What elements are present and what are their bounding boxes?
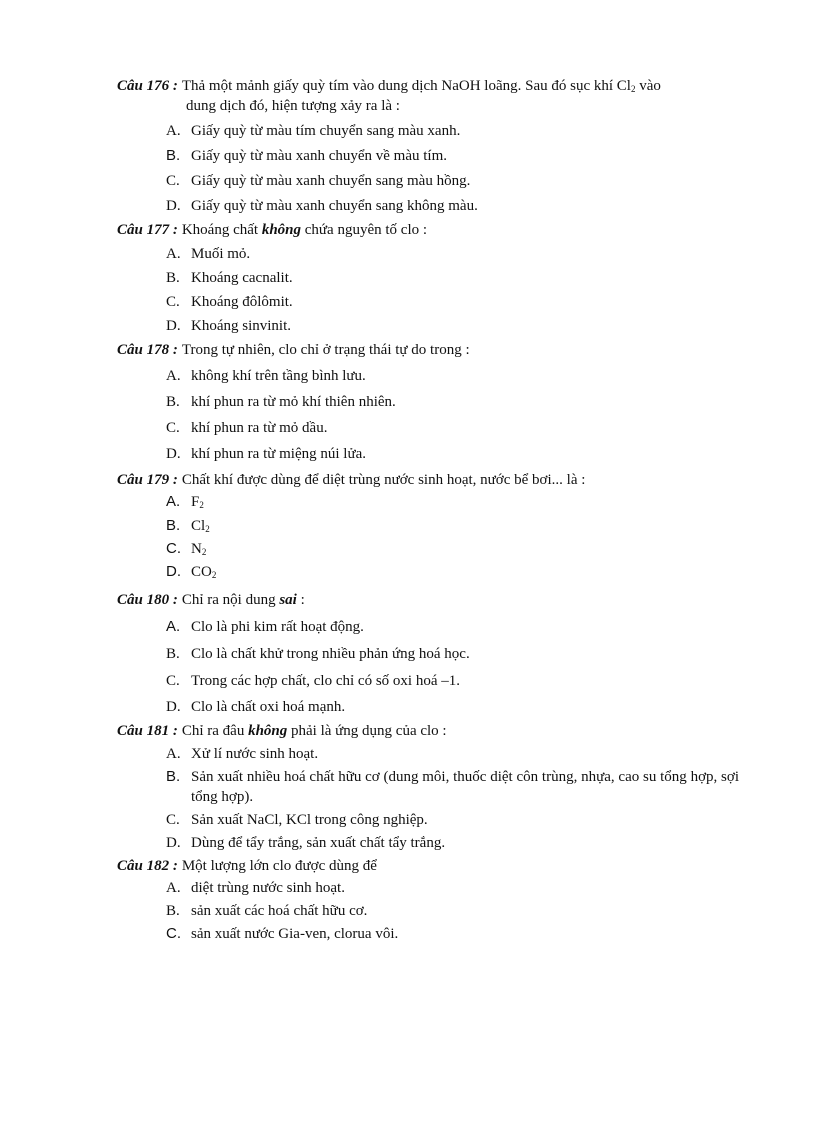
- question-181: [117, 721, 739, 856]
- option-d: D. Clo là chất oxi hoá mạnh.: [166, 699, 346, 715]
- question-text: Thả một mảnh giấy quỳ tím vào dung dịch NaOH loãng. Sau đó sục khí $Cl_2$ vào: [181, 78, 661, 94]
- option-b: B. sản xuất các hoá chất hữu cơ.: [166, 903, 368, 919]
- option-a: A. Clo là phi kim rất hoạt động.: [166, 618, 364, 635]
- option-d: D. Khoáng sinvinit.: [166, 318, 291, 334]
- question-179: [117, 470, 739, 590]
- option-a: A. $F_2$: [166, 493, 204, 510]
- question-text: Khoáng chất không chứa nguyên tố clo :: [181, 222, 428, 238]
- question-text: Trong tự nhiên, clo chỉ ở trạng thái tự do trong :: [181, 342, 470, 358]
- question-stem: [117, 76, 739, 96]
- option-b: B. Sản xuất nhiều hoá chất hữu cơ (dung môi, thuốc diệt côn trùng, nhựa, cao su tổng hợp, sợi tổng hợp).: [166, 768, 739, 805]
- option-c: C. Khoáng đôlômit.: [166, 294, 293, 310]
- question-text: Chỉ ra nội dung sai :: [181, 592, 305, 608]
- question-180: [117, 590, 739, 721]
- question-text-continued: dung dịch đó, hiện tượng xảy ra là :: [186, 98, 400, 114]
- question-number: Câu 181 :: [117, 723, 178, 739]
- option-d: D. Giấy quỳ từ màu xanh chuyển sang không màu.: [166, 198, 478, 214]
- option-a: A. Xử lí nước sinh hoạt.: [166, 746, 319, 762]
- question-stem: [117, 340, 739, 366]
- question-178: [117, 340, 739, 470]
- option-a: A. không khí trên tầng bình lưu.: [166, 368, 366, 384]
- question-stem: [117, 220, 739, 244]
- question-number: Câu 180 :: [117, 592, 178, 608]
- option-a: A. diệt trùng nước sinh hoạt.: [166, 880, 345, 896]
- option-c: C. sản xuất nước Gia-ven, clorua vôi.: [166, 925, 399, 942]
- question-page: [117, 76, 739, 947]
- question-stem: [117, 721, 739, 744]
- option-b: B. Clo là chất khử trong nhiều phản ứng hoá học.: [166, 646, 470, 662]
- question-number: Câu 176 :: [117, 78, 178, 94]
- option-c: C. khí phun ra từ mỏ dầu.: [166, 420, 328, 436]
- option-a: A. Giấy quỳ từ màu tím chuyển sang màu xanh.: [166, 123, 461, 139]
- question-stem: [117, 856, 739, 878]
- question-176: [117, 76, 739, 220]
- option-d: D. khí phun ra từ miệng núi lửa.: [166, 446, 366, 462]
- question-number: Câu 177 :: [117, 222, 178, 238]
- option-b: B. Khoáng cacnalit.: [166, 270, 293, 286]
- question-stem: [117, 590, 739, 617]
- question-177: [117, 220, 739, 340]
- option-d: D. $CO_2$: [166, 563, 217, 580]
- question-number: Câu 179 :: [117, 472, 178, 488]
- option-b: B. khí phun ra từ mỏ khí thiên nhiên.: [166, 394, 396, 410]
- question-number: Câu 178 :: [117, 342, 178, 358]
- question-text: Chỉ ra đâu không phải là ứng dụng của clo :: [181, 723, 447, 739]
- option-a: A. Muối mỏ.: [166, 246, 251, 262]
- option-c: C. Giấy quỳ từ màu xanh chuyển sang màu hồng.: [166, 173, 471, 189]
- question-stem: [117, 470, 739, 492]
- question-182: [117, 856, 739, 947]
- question-text: Chất khí được dùng để diệt trùng nước sinh hoạt, nước bể bơi... là :: [181, 472, 586, 488]
- option-d: D. Dùng để tẩy trắng, sản xuất chất tẩy trắng.: [166, 835, 446, 851]
- question-number: Câu 182 :: [117, 858, 178, 874]
- question-text: Một lượng lớn clo được dùng để: [181, 858, 377, 874]
- option-c: C. Sản xuất NaCl, KCl trong công nghiệp.: [166, 812, 428, 828]
- option-b: B. Giấy quỳ từ màu xanh chuyển về màu tím.: [166, 147, 447, 164]
- option-c: C. $N_2$: [166, 540, 207, 557]
- option-b: B. $Cl_2$: [166, 517, 210, 534]
- option-c: C. Trong các hợp chất, clo chỉ có số oxi hoá –1.: [166, 673, 460, 689]
